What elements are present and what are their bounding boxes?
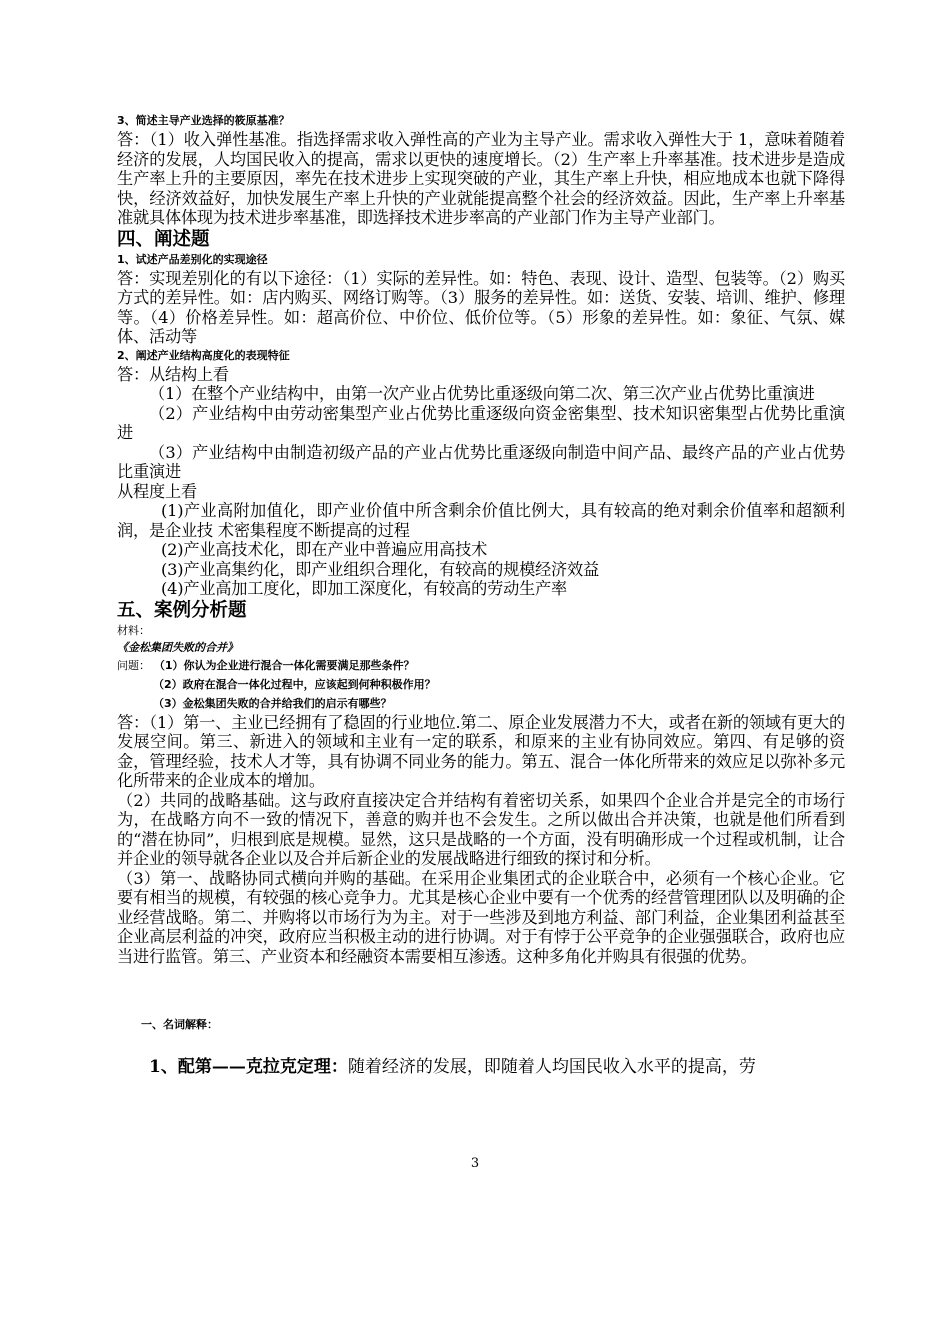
- question-3-answer: 答：（1）收入弹性基准。指选择需求收入弹性高的产业为主导产业。需求收入弹性大于 1，意味着随着经济的发展，人均国民收入的提高，需求以更快的速度增长。（2）生产率上升率基准。技术进步是造成生产率上升的主要原因，率先在技术进步上实现突破的产业，其生产率上升快，相应地成本也就下降得快，经济效益好，加快发展生产率上升快的产业就能提高整个社会的经济效益。因此，生产率上升率基准就具体体现为技术进步率基准，即选择技术进步率高的产业部门作为主导产业部门。: [117, 130, 845, 227]
- s4-question-2-title: 2、阐述产业结构高度化的表现特征: [117, 348, 290, 362]
- s4-question-2-intro: 答：从结构上看: [117, 364, 229, 384]
- structure-point: （3）产业结构中由制造初级产品的产业占优势比重逐级向制造中间产品、最终产品的产业占优势比重演进: [117, 442, 845, 481]
- definition-term: 1、配第——克拉克定理：: [149, 1057, 348, 1077]
- section-5-heading: 五、案例分析题: [117, 599, 247, 621]
- definition-text: 随着经济的发展，即随着人均国民收入水平的提高，劳: [347, 1057, 756, 1077]
- case-question: （1）你认为企业进行混合一体化需要满足那些条件？: [153, 658, 415, 672]
- case-answer-1: 答：（1）第一、主业已经拥有了稳固的行业地位.第二、原企业发展潜力不大，或者在新的领域有更大的发展空间。第三、新进入的领域和主业有一定的联系，和原来的主业有协同效应。第四、有足够的资金，管理经验，技术人才等，具有协调不同业务的能力。第五、混合一体化所带来的效应足以弥补多元化所带来的企业成本的增加。: [117, 712, 845, 790]
- case-title: 《金松集团失败的合并》: [117, 640, 238, 654]
- degree-point: (2)产业高技术化，即在产业中普遍应用高技术: [161, 540, 488, 559]
- section-4-heading: 四、阐述题: [117, 228, 210, 250]
- s4-question-1-answer: 答：实现差别化的有以下途径：（1）实际的差异性。如：特色、表现、设计、造型、包装等。（2）购买方式的差异性。如：店内购买、网络订购等。（3）服务的差异性。如：送货、安装、培训、维护、修理等。（4）价格差异性。如：超高价位、中价位、低价位等。（5）形象的差异性。如：象征、气氛、媒体、活动等: [117, 268, 845, 346]
- degree-title: 从程度上看: [117, 481, 197, 501]
- document-page: [117, 112, 845, 1078]
- structure-point: （2）产业结构中由劳动密集型产业占优势比重逐级向资金密集型、技术知识密集型占优势比重演进: [117, 403, 845, 442]
- material-label: 材料：: [117, 623, 150, 637]
- spacer: [117, 966, 845, 1016]
- case-answer-2: （2）共同的战略基础。这与政府直接决定合并结构有着密切关系，如果四个企业合并是完全的市场行为，在战略方向不一致的情况下，善意的购并也不会发生。之所以做出合并决策，也就是他们所看到的“潜在协同”，归根到底是规模。显然，这只是战略的一个方面，没有明确形成一个过程或机制，让合并企业的领导就各企业以及合并后新企业的发展战略进行细致的探讨和分析。: [117, 790, 845, 868]
- questions-label: 问题：: [117, 658, 150, 672]
- case-question-row: [117, 656, 845, 675]
- case-answer-3: （3）第一、战略协同式横向并购的基础。在采用企业集团式的企业联合中，必须有一个核心企业。它要有相当的规模，有较强的核心竞争力。尤其是核心企业中要有一个优秀的经营管理团队以及明确的企业经营战略。第二、并购将以市场行为为主。对于一些涉及到地方利益、部门利益，企业集团利益甚至企业高层利益的冲突，政府应当积极主动的进行协调。对于有悖于公平竞争的企业强强联合，政府也应当进行监管。第三、产业资本和经融资本需要相互渗透。这种多角化并购具有很强的优势。: [117, 868, 845, 966]
- glossary-heading: 一、名词解释：: [141, 1018, 218, 1031]
- degree-point: (3)产业高集约化，即产业组织合理化，有较高的规模经济效益: [161, 559, 600, 579]
- page-number: 3: [470, 1156, 480, 1171]
- case-question: （3）金松集团失败的合并给我们的启示有哪些？: [153, 696, 392, 710]
- structure-point: （1）在整个产业结构中，由第一次产业占优势比重逐级向第二次、第三次产业占优势比重演进: [149, 384, 815, 403]
- definition-1: [117, 1056, 845, 1078]
- s4-question-1-title: 1、试述产品差别化的实现途径: [117, 252, 268, 266]
- case-question: （2）政府在混合一体化过程中，应该起到何种积极作用？: [153, 677, 436, 691]
- degree-point: (4)产业高加工度化，即加工深度化，有较高的劳动生产率: [161, 579, 568, 598]
- question-3-title: 3、简述主导产业选择的筱原基准？: [117, 114, 290, 127]
- degree-point: (1)产业高附加值化，即产业价值中所含剩余价值比例大，具有较高的绝对剩余价值率和超额利润，是企业技 术密集程度不断提高的过程: [117, 501, 845, 540]
